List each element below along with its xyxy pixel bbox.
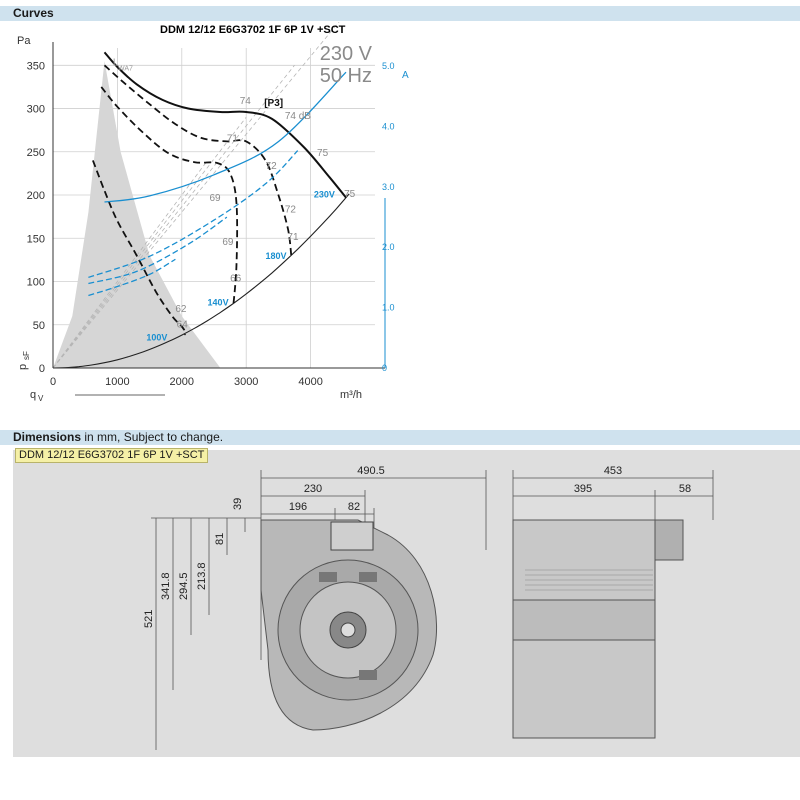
x-tick-label: 3000 (233, 376, 259, 388)
y-tick-label: 100 (26, 276, 45, 289)
x-axis-symbol: q (30, 389, 37, 401)
front-view-housing (261, 520, 437, 730)
fan-curve-chart (0, 22, 410, 412)
y-axis-unit: Pa (17, 35, 31, 47)
y-tick-label: 50 (32, 319, 45, 332)
noise-level-label: 71 (226, 133, 239, 145)
dimension-drawing (13, 450, 800, 757)
lwa-label: L (112, 57, 119, 69)
noise-level-label: 69 (209, 193, 221, 205)
y-axis-symbol: p (17, 363, 29, 370)
y-tick-label: 0 (38, 363, 45, 375)
x-tick-label: 0 (49, 376, 57, 388)
noise-level-label: 64 (176, 319, 188, 331)
dim-521: 521 (143, 609, 155, 628)
current-curve-label: 180V (265, 251, 287, 262)
current-curve-230v (105, 72, 347, 205)
operating-point-label: [P3] (264, 97, 284, 109)
dim-81: 81 (214, 532, 226, 545)
y2-tick-label: 5.0 (382, 61, 395, 72)
curves-section-bar (0, 6, 800, 21)
noise-level-label: 72 (284, 204, 296, 216)
current-curve-label: 100V (146, 332, 168, 343)
noise-level-label: 75 (344, 188, 356, 200)
noise-level-label: 72 (265, 161, 277, 173)
curves-section-title: Curves (13, 6, 54, 20)
dim-395: 395 (573, 483, 593, 495)
noise-level-label: 69 (222, 237, 234, 249)
dim-196: 196 (288, 501, 308, 513)
x-tick-label: 4000 (298, 376, 323, 388)
dimensions-section-bar (0, 430, 800, 445)
lwa-shaded-region (53, 61, 220, 368)
y2-axis-unit: A (402, 70, 409, 82)
y-tick-label: 300 (26, 103, 45, 116)
lwa-subscript: WA7 (118, 65, 133, 73)
x-axis-subscript: V (38, 394, 44, 403)
y-tick-label: 200 (26, 190, 45, 203)
y2-tick-label: 0 (382, 363, 388, 373)
y-axis-subscript: sF (22, 351, 31, 360)
dim-341-8: 341.8 (160, 572, 172, 600)
y2-tick-label: 4.0 (382, 121, 395, 132)
dim-213-8: 213.8 (196, 562, 208, 590)
noise-level-label: 66 (230, 273, 242, 285)
dim-294-5: 294.5 (178, 572, 190, 600)
x-tick-label: 1000 (105, 376, 130, 388)
x-axis-unit: m³/h (340, 389, 362, 401)
dimensions-note: in mm, Subject to change. (84, 430, 224, 444)
noise-level-label: 74 (239, 96, 251, 108)
y-tick-label: 150 (26, 233, 45, 246)
dimensions-panel (13, 450, 800, 757)
y2-tick-label: 1.0 (382, 302, 395, 313)
side-view-housing (513, 520, 683, 738)
y2-tick-label: 2.0 (382, 242, 395, 253)
current-curve-label: 230V (313, 189, 335, 200)
noise-level-label: 75 (317, 148, 329, 160)
curves-panel (0, 22, 410, 412)
y-tick-label: 250 (26, 146, 45, 159)
dim-490-5: 490.5 (357, 465, 385, 477)
dim-453: 453 (603, 465, 623, 477)
pressure-curve-230v (105, 52, 347, 197)
chart-model-title: DDM 12/12 E6G3702 1F 6P 1V +SCT (160, 24, 346, 36)
chart-frequency: 50 Hz (319, 65, 372, 87)
y2-tick-label: 3.0 (382, 181, 395, 192)
dim-82: 82 (347, 501, 361, 513)
chart-voltage: 230 V (319, 43, 372, 65)
dimensions-model-tag: DDM 12/12 E6G3702 1F 6P 1V +SCT (15, 448, 208, 463)
noise-level-label: 62 (175, 303, 187, 315)
dim-39: 39 (232, 497, 244, 510)
x-tick-label: 2000 (169, 376, 195, 388)
dimensions-section-title: Dimensions (13, 430, 82, 444)
noise-level-label: 74 dB (284, 110, 311, 122)
dim-58: 58 (678, 483, 692, 495)
y-tick-label: 350 (26, 60, 45, 73)
dim-230: 230 (303, 483, 323, 495)
noise-level-label: 71 (287, 232, 299, 243)
current-curve-label: 140V (207, 297, 229, 308)
